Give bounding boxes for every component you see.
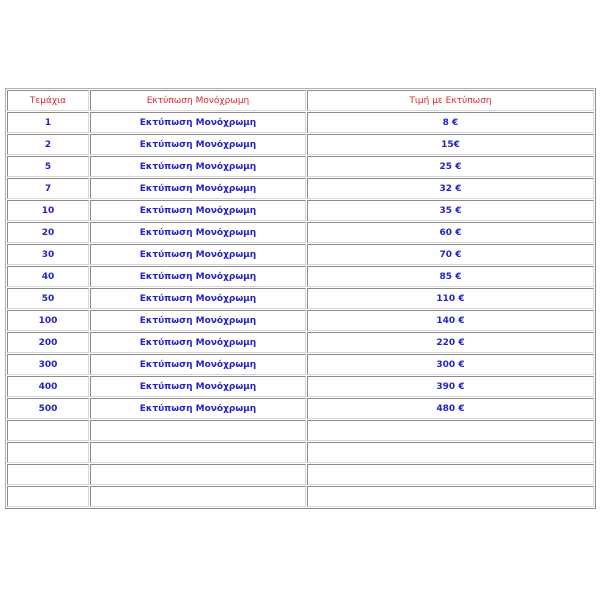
table-row <box>7 310 594 331</box>
cell-price: 300 € <box>307 354 594 375</box>
cell-quantity: 100 <box>7 310 89 331</box>
cell-price: 8 € <box>307 112 594 133</box>
cell-price: 480 € <box>307 398 594 419</box>
cell-price: 390 € <box>307 376 594 397</box>
cell-quantity: 500 <box>7 398 89 419</box>
cell-quantity: 7 <box>7 178 89 199</box>
cell-price: 15€ <box>307 134 594 155</box>
table-row <box>7 354 594 375</box>
cell-quantity: 20 <box>7 222 89 243</box>
table-row <box>7 376 594 397</box>
cell-quantity: 400 <box>7 376 89 397</box>
cell-print-type: Εκτύπωση Μονόχρωμη <box>90 200 306 221</box>
cell-print-type: Εκτύπωση Μονόχρωμη <box>90 376 306 397</box>
empty-cell <box>90 464 306 485</box>
empty-table-row <box>7 486 594 507</box>
empty-cell <box>7 442 89 463</box>
cell-print-type: Εκτύπωση Μονόχρωμη <box>90 354 306 375</box>
cell-print-type: Εκτύπωση Μονόχρωμη <box>90 266 306 287</box>
price-table-container <box>5 88 594 509</box>
empty-table-row <box>7 442 594 463</box>
empty-table-row <box>7 420 594 441</box>
table-row <box>7 244 594 265</box>
cell-quantity: 300 <box>7 354 89 375</box>
empty-cell <box>90 442 306 463</box>
cell-price: 60 € <box>307 222 594 243</box>
table-row <box>7 266 594 287</box>
table-row <box>7 398 594 419</box>
cell-price: 35 € <box>307 200 594 221</box>
table-row <box>7 332 594 353</box>
table-row <box>7 178 594 199</box>
cell-quantity: 1 <box>7 112 89 133</box>
cell-price: 70 € <box>307 244 594 265</box>
cell-quantity: 2 <box>7 134 89 155</box>
table-row <box>7 156 594 177</box>
empty-cell <box>90 486 306 507</box>
cell-print-type: Εκτύπωση Μονόχρωμη <box>90 310 306 331</box>
cell-print-type: Εκτύπωση Μονόχρωμη <box>90 332 306 353</box>
cell-price: 85 € <box>307 266 594 287</box>
cell-quantity: 200 <box>7 332 89 353</box>
empty-cell <box>307 420 594 441</box>
cell-quantity: 5 <box>7 156 89 177</box>
cell-price: 220 € <box>307 332 594 353</box>
table-row <box>7 288 594 309</box>
empty-cell <box>307 464 594 485</box>
table-row <box>7 222 594 243</box>
header-quantity: Τεμάχια <box>7 90 89 111</box>
table-row <box>7 200 594 221</box>
cell-print-type: Εκτύπωση Μονόχρωμη <box>90 398 306 419</box>
cell-print-type: Εκτύπωση Μονόχρωμη <box>90 156 306 177</box>
table-row <box>7 134 594 155</box>
cell-price: 25 € <box>307 156 594 177</box>
cell-quantity: 30 <box>7 244 89 265</box>
empty-table-row <box>7 464 594 485</box>
cell-quantity: 40 <box>7 266 89 287</box>
header-print-type: Εκτύπωση Μονόχρωμη <box>90 90 306 111</box>
cell-print-type: Εκτύπωση Μονόχρωμη <box>90 112 306 133</box>
cell-quantity: 50 <box>7 288 89 309</box>
empty-cell <box>7 486 89 507</box>
price-table <box>5 88 596 509</box>
table-row <box>7 112 594 133</box>
cell-print-type: Εκτύπωση Μονόχρωμη <box>90 222 306 243</box>
cell-print-type: Εκτύπωση Μονόχρωμη <box>90 134 306 155</box>
cell-price: 110 € <box>307 288 594 309</box>
empty-cell <box>307 486 594 507</box>
cell-print-type: Εκτύπωση Μονόχρωμη <box>90 288 306 309</box>
empty-cell <box>90 420 306 441</box>
cell-print-type: Εκτύπωση Μονόχρωμη <box>90 178 306 199</box>
cell-price: 140 € <box>307 310 594 331</box>
header-price: Τιμή με Εκτύπωση <box>307 90 594 111</box>
table-header-row <box>7 90 594 111</box>
cell-quantity: 10 <box>7 200 89 221</box>
cell-print-type: Εκτύπωση Μονόχρωμη <box>90 244 306 265</box>
empty-cell <box>7 420 89 441</box>
empty-cell <box>307 442 594 463</box>
empty-cell <box>7 464 89 485</box>
cell-price: 32 € <box>307 178 594 199</box>
